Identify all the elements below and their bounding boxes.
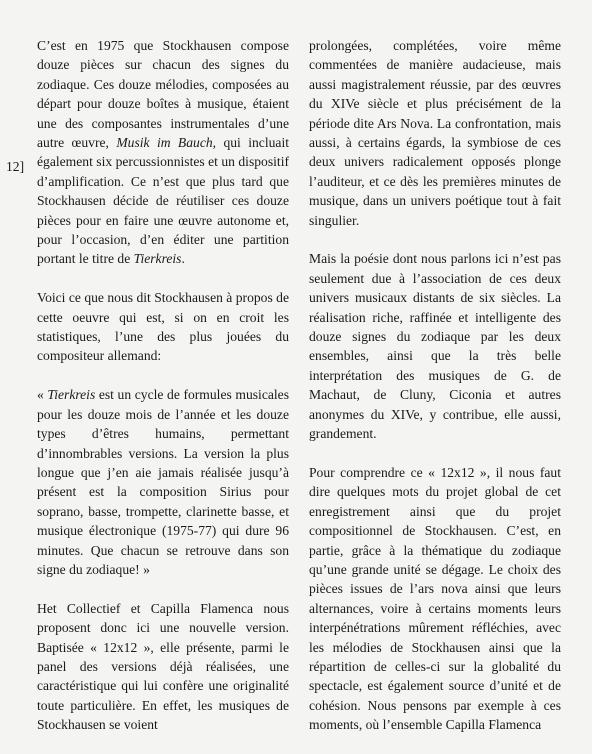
- paragraph-comprendre: Pour comprendre ce « 12x12 », il nous faut dire quelques mots du projet global de cet enregistrement ainsi que du projet compositionnel de Stockhausen. C’est, en partie, grâce à la thématique du zodiaque qu’une grande unité se dégage. Le choix des pièces issues de l’ars nova ainsi que leurs alternances, voire à certains moments leurs interpénétrations mûrement réfléchies, avec les mélodies de Stockhausen ainsi que la répartition de celles-ci sur la globalité du spectacle, est également source d’unité et de cohésion. Nous pensons par exemple à ces moments, où l’ensemble Capilla Flamenca: [309, 464, 561, 733]
- paragraph-text: , qui incluait également six percussionnistes et un dispositif d’amplification. Ce n’est que plus tard que Stockhausen décide de réutiliser ces douze pièces pour en faire une œuvre autonome et, pour l’occasion, d’en éditer une partition portant le titre de: [37, 135, 289, 267]
- right-column: [309, 36, 561, 754]
- quote-text: est un cycle de formules musicales pour les douze mois de l’année et les douze types d’êtres humains, permettant d’innombrables versions. La version la plus longue que j’en aie jamais réalisée jusqu’à présent est la composition Sirius pour soprano, basse, trompette, clarinette basse, et musique électronique (1975-77) qui dure 96 minutes. Que chacun se retrouve dans son signe du zodiaque! »: [37, 387, 289, 577]
- work-title-tierkreis: Tierkreis: [133, 251, 182, 267]
- paragraph-het-collectief: Het Collectief et Capilla Flamenca nous proposent donc ici une nouvelle version. Baptisée « 12x12 », elle présente, parmi le panel des versions déjà réalisées, une caractéristique qui lui confère une originalité toute particulière. En effet, les musiques de Stockhausen se voient: [37, 600, 289, 733]
- paragraph-text: .: [181, 251, 185, 267]
- work-title-musik-im-bauch: Musik im Bauch: [116, 135, 213, 151]
- paragraph-text: C’est en 1975 que Stockhausen compose douze pièces sur chacun des signes du zodiaque. Ces douze mélodies, composées au départ pour douze boîtes à musique, étaient une des composantes instrumentales d’une autre œuvre,: [37, 38, 289, 151]
- paragraph-voici: Voici ce que nous dit Stockhausen à propos de cette oeuvre qui est, si on en croit les statistiques, l’une des plus jouées du compositeur allemand:: [37, 290, 289, 364]
- quote-open: «: [37, 387, 48, 403]
- page-number: 12]: [6, 159, 25, 174]
- paragraph-quote: [37, 385, 289, 579]
- paragraph-intro: [37, 36, 289, 269]
- paragraph-poesie: Mais la poésie dont nous parlons ici n’est pas seulement due à l’association de ces deux univers musicaux distants de six siècles. La réalisation riche, raffinée et intelligente des douze signes du zodiaque par les deux ensembles, ainsi que la très belle interprétation des musiques de G. de Machaut, de Cluny, Ciconia et autres anonymes du XIVe, y contribue, elle aussi, grandement.: [309, 251, 561, 442]
- work-title-tierkreis: Tierkreis: [47, 387, 96, 403]
- left-column: [37, 36, 289, 754]
- paragraph-prolongees: prolongées, complétées, voire même commentées de manière audacieuse, mais aussi magistralement réussie, par des œuvres du XIVe siècle et plus précisément de la période dite Ars Nova. La confrontation, mais aussi, à certains égards, la symbiose de ces deux univers radicalement opposés plonge l’auditeur, et ce dès les premières minutes de musique, dans un univers poétique tout à fait singulier.: [309, 38, 561, 228]
